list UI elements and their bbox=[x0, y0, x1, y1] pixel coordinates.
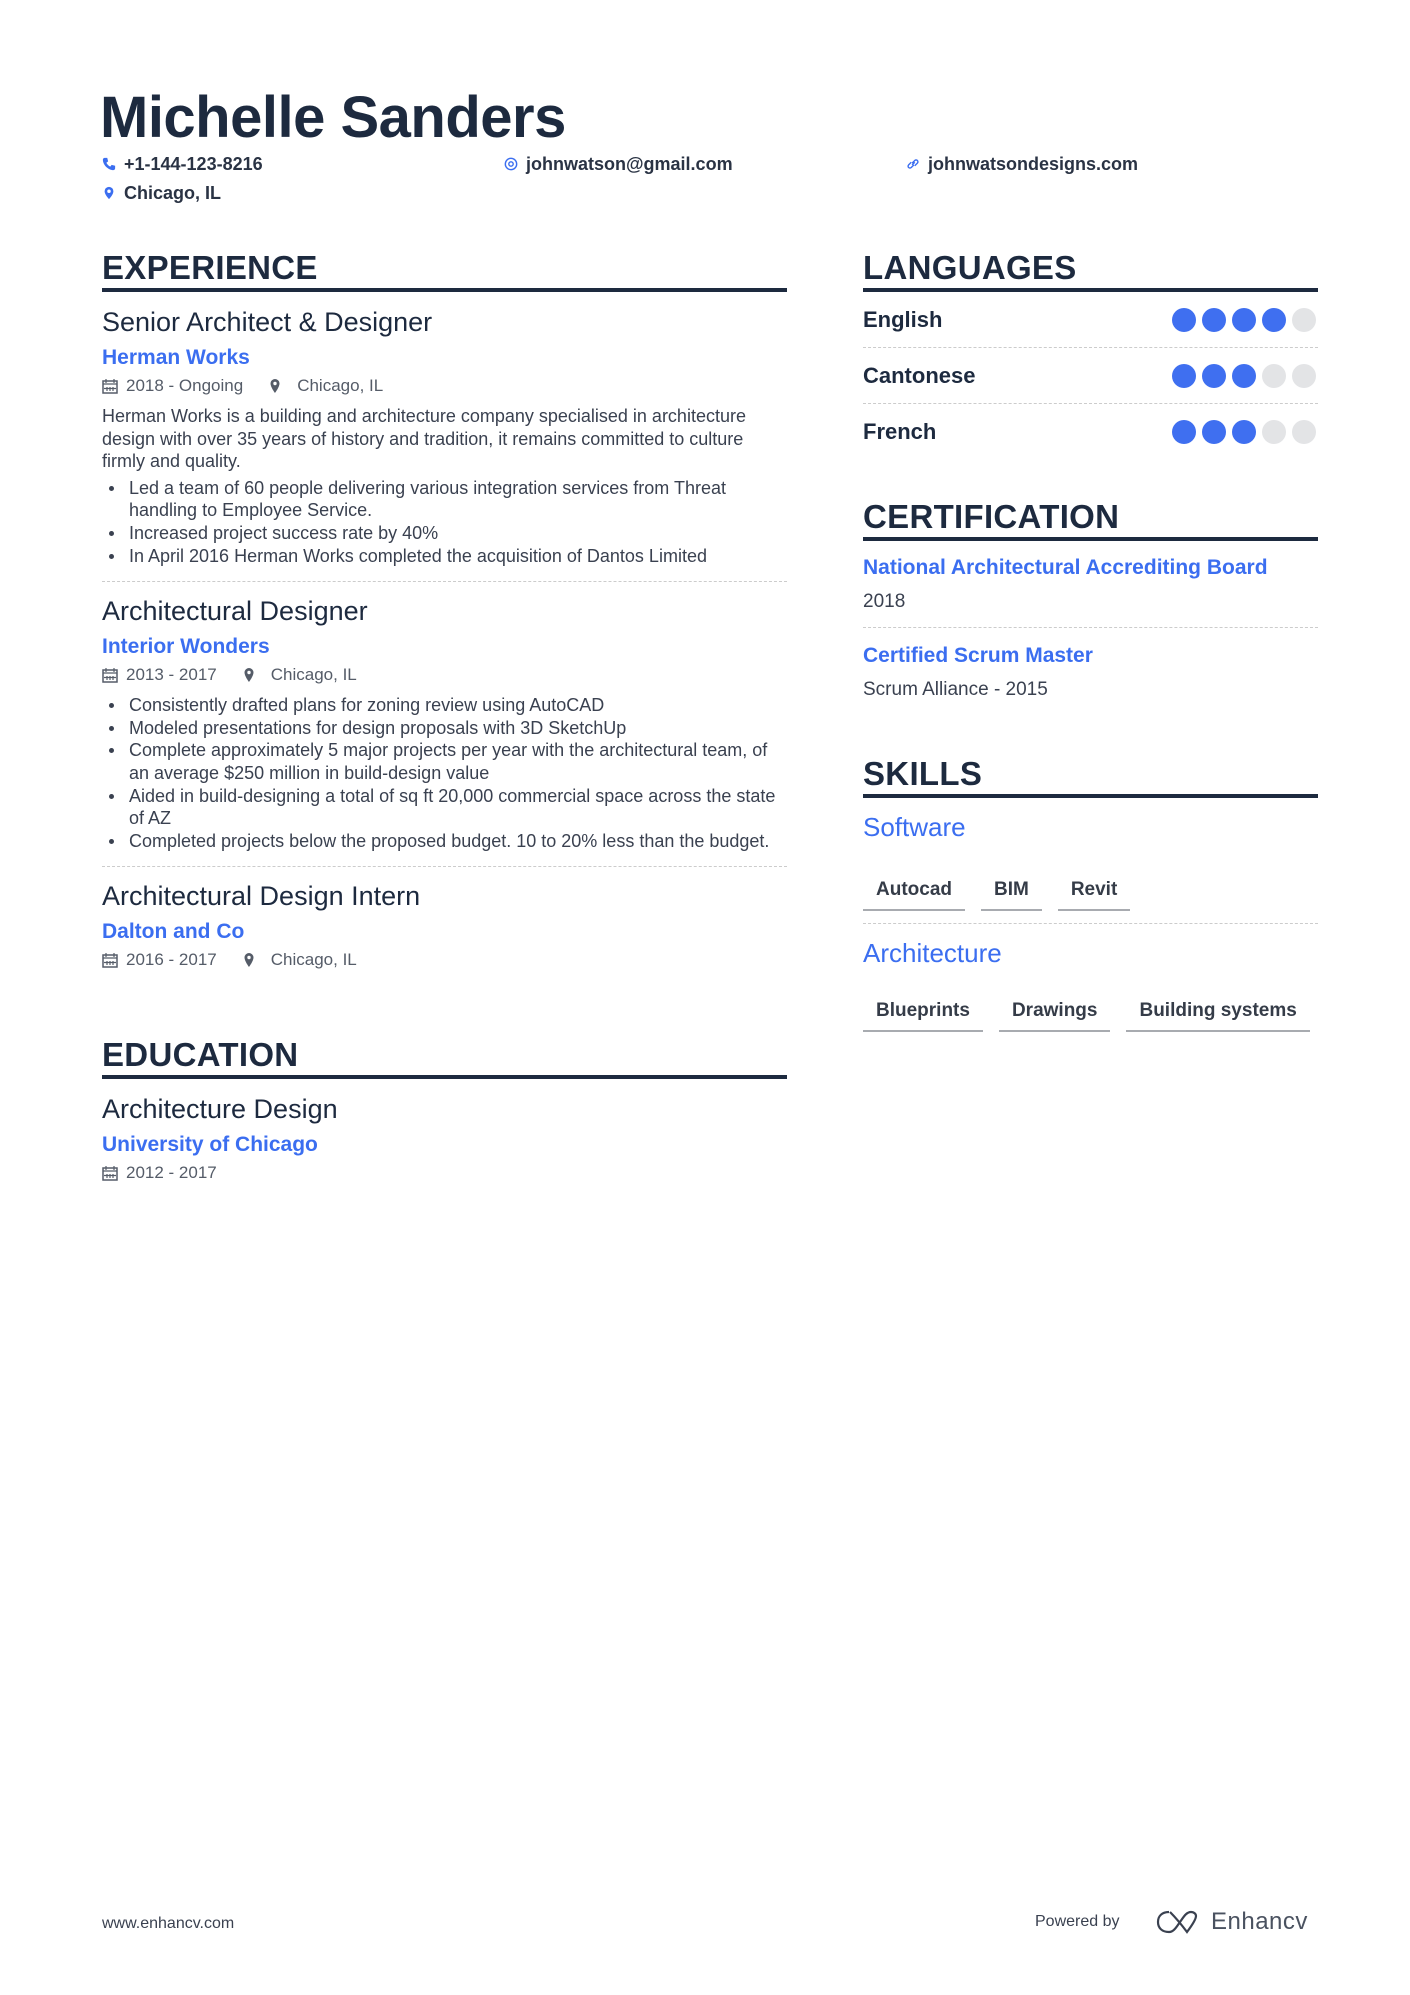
bullet-item: In April 2016 Herman Works completed the acquisition of Dantos Limited bbox=[102, 545, 787, 568]
skill-tag: Blueprints bbox=[863, 992, 983, 1032]
job-bullets bbox=[102, 477, 787, 567]
rating-dot-filled bbox=[1172, 308, 1196, 332]
certification-entry bbox=[863, 642, 1318, 715]
rating-dot-filled bbox=[1202, 420, 1226, 444]
job-location: Chicago, IL bbox=[270, 665, 357, 685]
rating-dot-filled bbox=[1232, 364, 1256, 388]
experience-heading: EXPERIENCE bbox=[102, 248, 787, 292]
job-meta bbox=[102, 374, 787, 398]
bullet-item: Aided in build-designing a total of sq ft 20,000 commercial space across the state of AZ bbox=[102, 785, 787, 830]
skill-group bbox=[863, 811, 1318, 924]
skill-group-name: Architecture bbox=[863, 938, 1002, 968]
skill-tag: Drawings bbox=[999, 992, 1111, 1032]
skill-tag: Revit bbox=[1058, 871, 1130, 911]
website-text[interactable]: johnwatsondesigns.com bbox=[928, 154, 1139, 174]
language-rating bbox=[1172, 308, 1318, 332]
bullet-item: Increased project success rate by 40% bbox=[102, 522, 787, 545]
education-heading: EDUCATION bbox=[102, 1035, 787, 1079]
rating-dot-empty bbox=[1262, 420, 1286, 444]
job-location: Chicago, IL bbox=[270, 950, 357, 970]
rating-dot-filled bbox=[1202, 364, 1226, 388]
certification-entry bbox=[863, 554, 1318, 628]
education-entry bbox=[102, 1092, 787, 1199]
job-description: Herman Works is a building and architecture company specialised in architecture design with over 35 years of history and tradition, it remains committed to culture firmly and quality. bbox=[102, 406, 746, 472]
language-rating bbox=[1172, 420, 1318, 444]
language-rating bbox=[1172, 364, 1318, 388]
location-pin-icon bbox=[243, 952, 255, 968]
contact-website bbox=[906, 152, 1138, 176]
languages-heading: LANGUAGES bbox=[863, 248, 1318, 292]
certification-name[interactable]: Certified Scrum Master bbox=[863, 644, 1093, 667]
dates: 2013 - 2017 bbox=[126, 665, 217, 685]
right-column bbox=[863, 248, 1318, 1044]
job-meta bbox=[102, 1161, 787, 1185]
enhancv-logo[interactable] bbox=[1155, 1908, 1308, 1936]
footer-url[interactable]: www.enhancv.com bbox=[102, 1915, 235, 1932]
language-row bbox=[863, 404, 1318, 460]
job-title: Architectural Designer bbox=[102, 596, 368, 627]
job-meta bbox=[102, 663, 787, 687]
rating-dot-empty bbox=[1292, 364, 1316, 388]
skill-group bbox=[863, 937, 1318, 1044]
rating-dot-filled bbox=[1172, 364, 1196, 388]
bullet-item: Modeled presentations for design proposals with 3D SketchUp bbox=[102, 717, 787, 740]
calendar-icon bbox=[102, 378, 118, 394]
skill-group-name: Software bbox=[863, 812, 966, 842]
job-title: Senior Architect & Designer bbox=[102, 307, 433, 337]
rating-dot-filled bbox=[1202, 308, 1226, 332]
company-name[interactable]: Dalton and Co bbox=[102, 920, 245, 944]
left-column bbox=[102, 248, 787, 1199]
company-name[interactable]: Herman Works bbox=[102, 346, 250, 369]
contact-location bbox=[102, 181, 221, 205]
degree: Architecture Design bbox=[102, 1094, 338, 1125]
bullet-item: Completed projects below the proposed budget. 10 to 20% less than the budget. bbox=[102, 830, 787, 853]
skills-heading: SKILLS bbox=[863, 754, 1318, 798]
skill-tag: BIM bbox=[981, 871, 1042, 911]
language-row bbox=[863, 292, 1318, 348]
job-location: Chicago, IL bbox=[297, 376, 384, 395]
calendar-icon bbox=[102, 667, 118, 683]
job-entry bbox=[102, 594, 787, 867]
certification-detail: Scrum Alliance - 2015 bbox=[863, 679, 1048, 700]
contact-phone bbox=[102, 152, 263, 176]
powered-by-label: Powered by bbox=[1035, 1913, 1120, 1930]
certification-detail: 2018 bbox=[863, 591, 906, 612]
location-text: Chicago, IL bbox=[124, 183, 222, 203]
rating-dot-filled bbox=[1232, 420, 1256, 444]
calendar-icon bbox=[102, 952, 118, 968]
certification-heading: CERTIFICATION bbox=[863, 497, 1318, 541]
calendar-icon bbox=[102, 1165, 118, 1181]
company-name[interactable]: Interior Wonders bbox=[102, 635, 270, 659]
language-row bbox=[863, 348, 1318, 404]
enhancv-logo-text: Enhancv bbox=[1211, 1908, 1308, 1935]
location-pin-icon bbox=[243, 667, 255, 683]
at-icon bbox=[504, 156, 518, 172]
rating-dot-filled bbox=[1262, 308, 1286, 332]
skill-tag: Building systems bbox=[1126, 992, 1309, 1032]
enhancv-logo-icon bbox=[1155, 1909, 1201, 1935]
language-name: Cantonese bbox=[863, 362, 976, 388]
language-name: English bbox=[863, 306, 943, 332]
job-entry bbox=[102, 879, 787, 986]
job-meta bbox=[102, 948, 787, 972]
language-name: French bbox=[863, 419, 937, 444]
bullet-item: Complete approximately 5 major projects per year with the architectural team, of an average $250 million in build-design value bbox=[102, 739, 787, 784]
phone-icon bbox=[102, 156, 116, 172]
job-title: Architectural Design Intern bbox=[102, 881, 421, 912]
job-bullets bbox=[102, 694, 787, 852]
rating-dot-filled bbox=[1172, 420, 1196, 444]
bullet-item: Consistently drafted plans for zoning review using AutoCAD bbox=[102, 694, 787, 717]
dates: 2016 - 2017 bbox=[126, 950, 217, 970]
rating-dot-empty bbox=[1262, 364, 1286, 388]
dates: 2012 - 2017 bbox=[126, 1163, 217, 1183]
rating-dot-filled bbox=[1232, 308, 1256, 332]
email-text[interactable]: johnwatson@gmail.com bbox=[526, 154, 733, 174]
certification-name[interactable]: National Architectural Accrediting Board bbox=[863, 556, 1268, 579]
job-entry bbox=[102, 305, 787, 582]
link-icon bbox=[906, 156, 920, 172]
bullet-item: Led a team of 60 people delivering various integration services from Threat handling to Employee Service. bbox=[102, 477, 787, 522]
skill-tag: Autocad bbox=[863, 871, 965, 911]
dates: 2018 - Ongoing bbox=[126, 376, 244, 395]
contact-email bbox=[504, 152, 733, 176]
location-pin-icon bbox=[269, 378, 281, 394]
school-name[interactable]: University of Chicago bbox=[102, 1133, 318, 1157]
rating-dot-empty bbox=[1292, 308, 1316, 332]
location-pin-icon bbox=[102, 185, 116, 201]
candidate-name: Michelle Sanders bbox=[100, 85, 566, 150]
phone-text[interactable]: +1-144-123-8216 bbox=[124, 154, 263, 174]
rating-dot-empty bbox=[1292, 420, 1316, 444]
